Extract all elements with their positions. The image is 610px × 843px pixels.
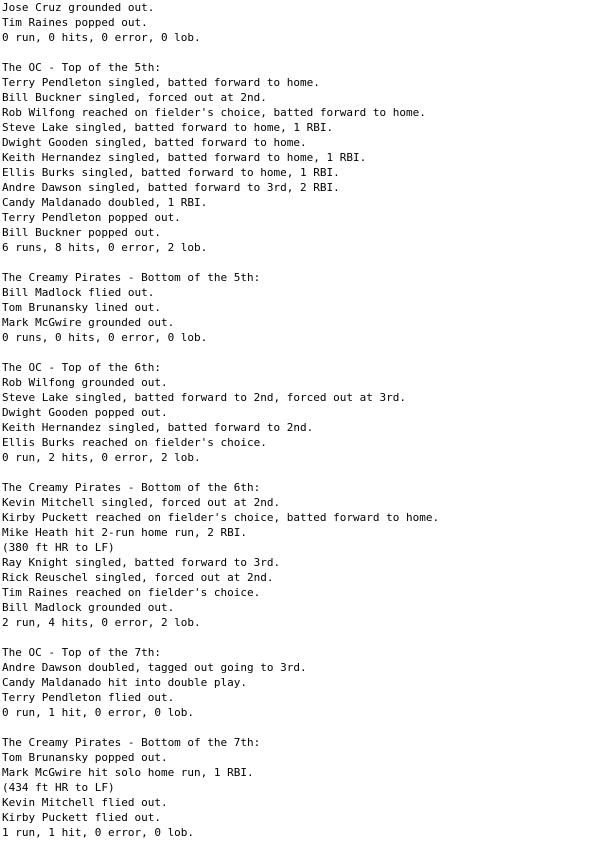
blank-line	[2, 255, 602, 270]
inning-header: The OC - Top of the 6th:	[2, 361, 161, 374]
play-line: Rob Wilfong reached on fielder's choice, batted forward to home.	[2, 106, 426, 119]
play-line: Ellis Burks singled, batted forward to home, 1 RBI.	[2, 166, 340, 179]
play-line: Bill Madlock flied out.	[2, 286, 155, 299]
inning-summary: 1 run, 1 hit, 0 error, 0 lob.	[2, 826, 195, 839]
inning-summary: 0 runs, 0 hits, 0 error, 0 lob.	[2, 331, 208, 344]
play-line: Steve Lake singled, batted forward to home, 1 RBI.	[2, 121, 334, 134]
inning-header: The Creamy Pirates - Bottom of the 6th:	[2, 481, 261, 494]
blank-line	[2, 45, 602, 60]
play-line: Bill Madlock grounded out.	[2, 601, 175, 614]
play-line: Andre Dawson doubled, tagged out going to 3rd.	[2, 661, 307, 674]
play-line: Keith Hernandez singled, batted forward to home, 1 RBI.	[2, 151, 367, 164]
play-line: Mark McGwire hit solo home run, 1 RBI.	[2, 766, 254, 779]
play-line: Dwight Gooden popped out.	[2, 406, 168, 419]
play-line: Rob Wilfong grounded out.	[2, 376, 168, 389]
inning-header: The Creamy Pirates - Bottom of the 7th:	[2, 736, 261, 749]
play-line: Candy Maldanado doubled, 1 RBI.	[2, 196, 208, 209]
play-line: Bill Buckner singled, forced out at 2nd.	[2, 91, 267, 104]
play-line: Ellis Burks reached on fielder's choice.	[2, 436, 267, 449]
play-line: Keith Hernandez singled, batted forward to 2nd.	[2, 421, 314, 434]
play-line: Mark McGwire grounded out.	[2, 316, 175, 329]
home-run-detail: (380 ft HR to LF)	[2, 541, 115, 554]
play-line: Terry Pendleton popped out.	[2, 211, 181, 224]
play-line: Tim Raines reached on fielder's choice.	[2, 586, 261, 599]
play-line: Bill Buckner popped out.	[2, 226, 161, 239]
play-line: Steve Lake singled, batted forward to 2nd, forced out at 3rd.	[2, 391, 406, 404]
blank-line	[2, 345, 602, 360]
play-line: Kevin Mitchell flied out.	[2, 796, 168, 809]
inning-summary: 0 run, 0 hits, 0 error, 0 lob.	[2, 31, 201, 44]
inning-summary: 0 run, 1 hit, 0 error, 0 lob.	[2, 706, 195, 719]
inning-header: The Creamy Pirates - Bottom of the 5th:	[2, 271, 261, 284]
inning-summary: 2 run, 4 hits, 0 error, 2 lob.	[2, 616, 201, 629]
play-line: Candy Maldanado hit into double play.	[2, 676, 248, 689]
blank-line	[2, 465, 602, 480]
home-run-detail: (434 ft HR to LF)	[2, 781, 115, 794]
play-line: Tom Brunansky popped out.	[2, 751, 168, 764]
play-line: Kirby Puckett flied out.	[2, 811, 161, 824]
blank-line	[2, 630, 602, 645]
play-by-play-log	[2, 0, 602, 840]
inning-summary: 6 runs, 8 hits, 0 error, 2 lob.	[2, 241, 208, 254]
play-line: Dwight Gooden singled, batted forward to home.	[2, 136, 307, 149]
play-line: Tim Raines popped out.	[2, 16, 148, 29]
play-line: Ray Knight singled, batted forward to 3rd.	[2, 556, 281, 569]
play-line: Kevin Mitchell singled, forced out at 2nd.	[2, 496, 281, 509]
blank-line	[2, 720, 602, 735]
play-line: Andre Dawson singled, batted forward to 3rd, 2 RBI.	[2, 181, 340, 194]
play-line: Mike Heath hit 2-run home run, 2 RBI.	[2, 526, 248, 539]
inning-header: The OC - Top of the 7th:	[2, 646, 161, 659]
inning-summary: 0 run, 2 hits, 0 error, 2 lob.	[2, 451, 201, 464]
play-line: Jose Cruz grounded out.	[2, 1, 155, 14]
play-line: Rick Reuschel singled, forced out at 2nd.	[2, 571, 274, 584]
play-line: Kirby Puckett reached on fielder's choice, batted forward to home.	[2, 511, 440, 524]
play-line: Tom Brunansky lined out.	[2, 301, 161, 314]
play-line: Terry Pendleton flied out.	[2, 691, 175, 704]
inning-header: The OC - Top of the 5th:	[2, 61, 161, 74]
play-line: Terry Pendleton singled, batted forward to home.	[2, 76, 320, 89]
